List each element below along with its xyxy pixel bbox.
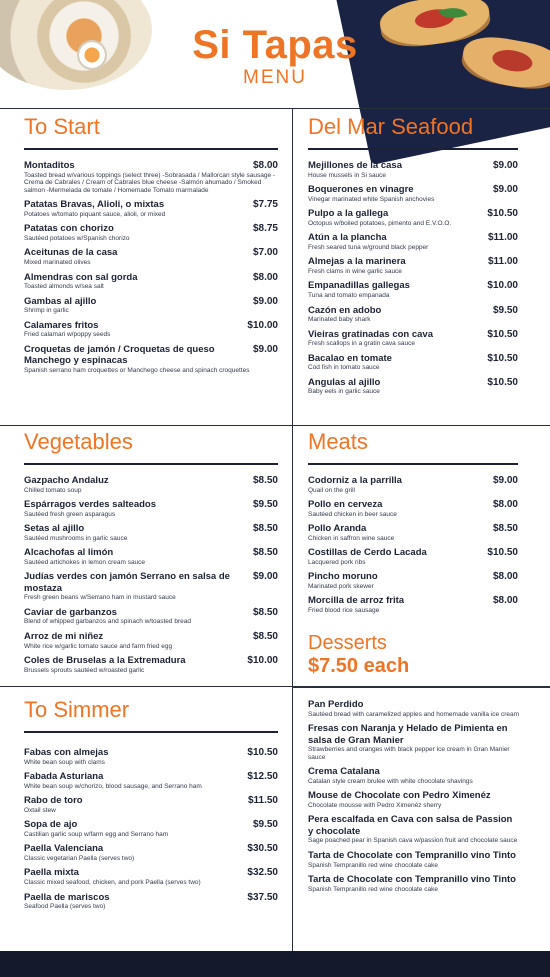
menu-item: [308, 595, 518, 614]
menu-item: [308, 699, 520, 718]
item-price: $10.50: [487, 328, 518, 340]
item-price: $37.50: [247, 891, 278, 903]
item-description: Sautéed chicken in beer sauce: [308, 510, 397, 518]
item-price: $7.75: [252, 199, 278, 211]
item-description: Baby eels in garlic sauce: [308, 388, 380, 396]
menu-item: [308, 305, 518, 324]
item-price: $8.50: [252, 475, 278, 486]
item-name: Pera escalfada en Cava con salsa de Passion y chocolate: [308, 814, 513, 837]
menu-item: [308, 723, 520, 761]
menu-item: [308, 232, 518, 251]
dessert-price: $7.50 each: [308, 655, 410, 677]
menu-item: [24, 272, 278, 291]
divider-top: [0, 108, 550, 109]
item-price: $8.50: [252, 547, 278, 559]
item-price: $8.00: [492, 571, 518, 583]
menu-item-head: [24, 747, 278, 759]
item-description: Octopus w/boiled potatoes, pimento and E.V.O.O.: [308, 219, 452, 227]
item-description: Seafood Paella (serves two): [24, 903, 106, 911]
item-name: Mouse de Chocolate con Pedro Ximenéz: [308, 790, 491, 802]
item-description: Castilian garlic soup w/farm egg and Serrano ham: [24, 830, 169, 838]
section-to-simmer: [24, 697, 278, 916]
item-price: $8.00: [492, 595, 518, 607]
menu-item: [24, 747, 278, 766]
menu-item: [24, 523, 278, 542]
item-description: Fried blood rice sausage: [308, 606, 380, 614]
menu-item: [308, 790, 520, 809]
item-description: Spanish serrano ham croquettes or Manchego cheese and spinach croquettes: [24, 366, 250, 374]
menu-item-head: [308, 377, 518, 389]
menu-item: [24, 223, 278, 242]
menu-item-head: [308, 353, 518, 365]
menu-item-head: [308, 571, 518, 583]
menu-item: [24, 344, 278, 375]
item-price: $30.50: [247, 843, 278, 855]
item-price: $8.50: [492, 523, 518, 535]
item-price: $9.00: [252, 295, 278, 307]
item-description: Shrimp in garlic: [24, 307, 69, 315]
restaurant-title: Si Tapas: [192, 23, 358, 67]
item-name: Gambas al ajillo: [24, 295, 97, 307]
divider-right-lower: [292, 686, 550, 688]
item-price: $10.00: [247, 655, 278, 667]
menu-item-head: [24, 247, 278, 259]
menu-item: [24, 655, 278, 674]
item-description: Blend of whipped garbanzos and spinach w/toasted bread: [24, 618, 191, 626]
item-price: $11.50: [247, 795, 278, 807]
item-price: $10.50: [487, 352, 518, 364]
item-description: Chocolate mousse with Pedro Ximenéz sherry: [308, 801, 442, 809]
section-title: To Start: [24, 114, 100, 139]
section-desserts-header: [308, 632, 528, 678]
menu-item: [24, 892, 278, 911]
item-name: Crema Catalana: [308, 766, 380, 778]
menu-item: [308, 874, 520, 893]
menu-item: [308, 280, 518, 299]
section-vegetables: [24, 429, 278, 679]
item-name: Judías verdes con jamón Serrano en salsa de mostaza: [24, 571, 230, 594]
section-underline: [24, 731, 278, 733]
menu-item: [24, 199, 278, 218]
item-name: Morcilla de arroz frita: [308, 595, 405, 607]
item-name: Pincho moruno: [308, 571, 378, 583]
menu-item: [24, 607, 278, 626]
item-name: Paella de mariscos: [24, 891, 110, 903]
menu-item: [308, 523, 518, 542]
item-name: Espárragos verdes salteados: [24, 499, 157, 511]
menu-item-head: [24, 475, 278, 487]
item-name: Pan Perdido: [308, 699, 364, 710]
menu-item-head: [308, 280, 518, 292]
item-description: Oxtail stew: [24, 806, 56, 814]
item-description: Cod fish in tomato sauce: [308, 364, 380, 372]
item-description: Sautéed bread with caramelized apples and homemade vanilla ice cream: [308, 710, 520, 718]
item-price: $9.50: [252, 499, 278, 511]
item-list: [308, 475, 518, 615]
menu-item: [24, 771, 278, 790]
item-price: $8.50: [252, 523, 278, 535]
item-description: Toasted almonds w/sea salt: [24, 283, 104, 291]
menu-item: [308, 160, 518, 179]
menu-item: [308, 184, 518, 203]
item-price: $9.00: [492, 475, 518, 486]
item-description: Chilled tomato soup: [24, 486, 82, 494]
menu-item-head: [308, 850, 520, 862]
item-name: Pollo Aranda: [308, 523, 367, 535]
menu-item-head: [308, 523, 518, 535]
item-description: Fresh scallops in a gratin cava sauce: [308, 340, 415, 348]
menu-item-head: [24, 296, 278, 308]
item-list: [308, 699, 520, 893]
section-title: Meats: [308, 429, 368, 454]
menu-item-head: [24, 272, 278, 284]
menu-item: [308, 850, 520, 869]
item-name: Fresas con Naranja y Helado de Pimienta en salsa de Gran Manier: [308, 723, 508, 746]
item-price: $8.00: [252, 160, 278, 171]
item-price: $12.50: [247, 771, 278, 783]
menu-item-head: [24, 223, 278, 235]
item-name: Tarta de Chocolate con Tempranillo vino Tinto: [308, 874, 516, 886]
item-description: Classic mixed seafood, chicken, and pork Paella (serves two): [24, 878, 201, 886]
menu-item: [24, 547, 278, 566]
item-description: Marinated pork skewer: [308, 582, 374, 590]
menu-item-head: [24, 819, 278, 831]
item-price: $9.00: [492, 160, 518, 171]
menu-item-head: [24, 795, 278, 807]
item-description: White bean soup with clams: [24, 758, 105, 766]
section-underline: [308, 148, 518, 150]
menu-item-head: [24, 631, 278, 643]
item-name: Codorniz a la parrilla: [308, 475, 402, 486]
menu-item: [308, 377, 518, 396]
item-name: Costillas de Cerdo Lacada: [308, 547, 427, 559]
menu-item-head: [24, 199, 278, 211]
menu-item-head: [308, 699, 520, 711]
menu-item-head: [24, 771, 278, 783]
section-title: To Simmer: [24, 697, 130, 722]
item-description: White rice w/garlic tomato sauce and farm fried egg: [24, 642, 173, 650]
item-name: Paella mixta: [24, 867, 79, 879]
menu-item: [24, 296, 278, 315]
item-name: Mejillones de la casa: [308, 160, 402, 171]
divider-mid: [0, 425, 550, 426]
item-price: $11.00: [487, 256, 518, 268]
item-name: Vieiras gratinadas con cava: [308, 328, 433, 340]
menu-item-head: [308, 305, 518, 317]
item-list: [308, 160, 518, 396]
item-name: Bacalao en tomate: [308, 352, 392, 364]
item-price: $9.00: [252, 343, 278, 355]
menu-item-head: [24, 655, 278, 667]
item-name: Montaditos: [24, 160, 75, 171]
menu-item: [24, 795, 278, 814]
item-price: $9.50: [492, 304, 518, 316]
menu-item: [24, 499, 278, 518]
menu-item-head: [24, 344, 278, 367]
item-price: $8.50: [252, 631, 278, 643]
menu-item-head: [24, 499, 278, 511]
item-list: [24, 475, 278, 674]
item-name: Gazpacho Andaluz: [24, 475, 109, 486]
item-price: $8.50: [252, 606, 278, 618]
item-description: Sautéed potatoes w/Spanish chorizo: [24, 234, 130, 242]
item-price: $11.00: [487, 232, 518, 244]
menu-item: [24, 320, 278, 339]
item-description: Quail on the grill: [308, 486, 355, 494]
item-description: Spanish Tempranillo red wine chocolate cake: [308, 885, 438, 893]
item-name: Fabada Asturiana: [24, 771, 104, 783]
menu-item-head: [308, 499, 518, 511]
item-description: Classic vegetarian Paella (serves two): [24, 854, 135, 862]
menu-item-head: [24, 320, 278, 332]
section-underline: [24, 463, 278, 465]
menu-item: [308, 766, 520, 785]
menu-item: [24, 819, 278, 838]
section-title: Vegetables: [24, 429, 133, 454]
item-price: $32.50: [247, 867, 278, 879]
menu-item-head: [308, 329, 518, 341]
section-del-mar: [308, 114, 518, 401]
menu-item-head: [24, 547, 278, 559]
divider-left-lower: [0, 686, 292, 687]
menu-item: [24, 571, 278, 602]
item-name: Sopa de ajo: [24, 819, 78, 831]
menu-item-head: [308, 766, 520, 778]
item-price: $10.50: [247, 747, 278, 758]
item-description: Fresh clams in wine garlic sauce: [308, 267, 402, 275]
item-price: $8.00: [252, 271, 278, 283]
menu-subtitle: MENU: [243, 67, 307, 88]
item-name: Calamares fritos: [24, 319, 99, 331]
item-description: Sautéed mushrooms in garlic sauce: [24, 534, 128, 542]
item-description: Strawberries and oranges with black pepper ice cream in Gran Manier sauce: [308, 746, 510, 761]
item-description: Spanish Tempranillo red wine chocolate cake: [308, 861, 438, 869]
item-name: Alcachofas al limón: [24, 547, 114, 559]
menu-item-head: [308, 475, 518, 487]
menu-item-head: [308, 595, 518, 607]
menu-item-head: [24, 607, 278, 619]
menu-item: [24, 843, 278, 862]
item-price: $10.50: [487, 376, 518, 388]
item-price: $10.00: [487, 280, 518, 292]
menu-item-head: [308, 232, 518, 244]
section-desserts: [308, 699, 520, 898]
item-price: $8.00: [492, 499, 518, 511]
item-name: Arroz de mi niñez: [24, 631, 104, 643]
menu-item-head: [308, 547, 518, 559]
menu-item-head: [24, 571, 278, 594]
item-price: $10.00: [247, 319, 278, 331]
divider-vertical: [292, 108, 293, 951]
item-name: Setas al ajillo: [24, 523, 85, 535]
menu-item: [308, 208, 518, 227]
menu-item: [24, 475, 278, 494]
item-description: White bean soup w/chorizo, blood sausage, and Serrano ham: [24, 782, 202, 790]
item-price: $9.50: [252, 819, 278, 831]
item-price: $8.75: [252, 223, 278, 235]
item-name: Coles de Bruselas a la Extremadura: [24, 655, 186, 667]
menu-item-head: [24, 843, 278, 855]
menu-item-head: [24, 523, 278, 535]
menu-item-head: [308, 723, 520, 746]
item-name: Patatas con chorizo: [24, 223, 114, 235]
menu-item: [308, 814, 520, 845]
item-name: Atún a la plancha: [308, 232, 387, 244]
menu-item: [308, 475, 518, 494]
item-list: [24, 160, 278, 374]
item-description: Brussels sprouts sautéed w/roasted garlic: [24, 666, 145, 674]
item-name: Empanadillas gallegas: [308, 280, 410, 292]
menu-header: [0, 22, 550, 88]
footer-bar: [0, 951, 550, 977]
item-name: Tarta de Chocolate con Tempranillo vino Tinto: [308, 850, 516, 862]
item-name: Patatas Bravas, Alioli, o mixtas: [24, 199, 165, 211]
menu-item-head: [308, 184, 518, 196]
menu-item-head: [308, 790, 520, 802]
menu-item-head: [308, 160, 518, 172]
item-description: Chicken in saffron wine sauce: [308, 534, 395, 542]
menu-item-head: [308, 814, 520, 837]
menu-item: [308, 571, 518, 590]
section-underline: [308, 463, 518, 465]
item-name: Pulpo a la gallega: [308, 208, 389, 220]
item-description: Fried calamari w/poppy seeds: [24, 331, 111, 339]
item-name: Paella Valenciana: [24, 843, 104, 855]
item-list: [24, 747, 278, 911]
menu-item: [308, 353, 518, 372]
item-name: Croquetas de jamón / Croquetas de queso Manchego y espinacas: [24, 343, 215, 367]
menu-item: [24, 631, 278, 650]
menu-item-head: [308, 208, 518, 220]
section-meats: [308, 429, 518, 620]
item-price: $7.00: [252, 247, 278, 259]
item-name: Cazón en adobo: [308, 304, 382, 316]
item-name: Aceitunas de la casa: [24, 247, 118, 259]
section-to-start: [24, 114, 278, 379]
item-description: Sage poached pear in Spanish cava w/passion fruit and chocolate sauce: [308, 837, 518, 845]
item-description: Marinated baby shark: [308, 316, 371, 324]
section-underline: [24, 148, 278, 150]
menu-item-head: [24, 867, 278, 879]
menu-item-head: [308, 256, 518, 268]
item-price: $9.00: [492, 184, 518, 196]
item-description: Fresh green beans w/Serrano ham in mustard sauce: [24, 594, 176, 602]
menu-item: [308, 329, 518, 348]
item-price: $10.50: [487, 208, 518, 220]
menu-item: [308, 547, 518, 566]
menu-item: [24, 247, 278, 266]
item-price: $9.00: [252, 571, 278, 583]
item-description: Toasted bread w/various toppings (select three) -Sobrasada / Mallorcan style sausage -Crema de Cabrales / Cream of Cabrales blue cheese -Salmón ahumado / Smoked salmon -Mermelada de tomate / Homemade Tomato marmalade: [24, 171, 276, 194]
menu-item: [308, 499, 518, 518]
item-price: $10.50: [487, 547, 518, 559]
item-description: Sautéed fresh green asparagus: [24, 510, 116, 518]
item-description: Sautéed artichokes in lemon cream sauce: [24, 558, 146, 566]
item-description: Fresh seared tuna w/ground black pepper: [308, 243, 429, 251]
item-name: Boquerones en vinagre: [308, 184, 414, 196]
item-description: Lacquered pork ribs: [308, 558, 366, 566]
item-name: Angulas al ajillo: [308, 376, 381, 388]
item-description: Potatoes w/tomato piquant sauce, alioli, or mixed: [24, 210, 166, 218]
item-description: Catalan style cream brulee with white chocolate shavings: [308, 777, 473, 785]
item-description: Mixed marinated olives: [24, 258, 91, 266]
item-description: House mussels in Si sauce: [308, 171, 387, 179]
item-description: Tuna and tomato empanada: [308, 291, 390, 299]
section-title: Del Mar Seafood: [308, 114, 474, 139]
menu-item: [24, 160, 278, 194]
item-description: Vinegar marinated white Spanish anchovies: [308, 195, 435, 203]
item-name: Caviar de garbanzos: [24, 606, 117, 618]
menu-item: [308, 256, 518, 275]
item-name: Almendras con sal gorda: [24, 271, 138, 283]
item-name: Almejas a la marinera: [308, 256, 406, 268]
item-name: Fabas con almejas: [24, 747, 109, 758]
menu-item: [24, 867, 278, 886]
item-name: Rabo de toro: [24, 795, 83, 807]
section-title: Desserts: [308, 632, 387, 654]
menu-item-head: [24, 892, 278, 904]
menu-item-head: [24, 160, 278, 172]
menu-item-head: [308, 874, 520, 886]
item-name: Pollo en cerveza: [308, 499, 383, 511]
